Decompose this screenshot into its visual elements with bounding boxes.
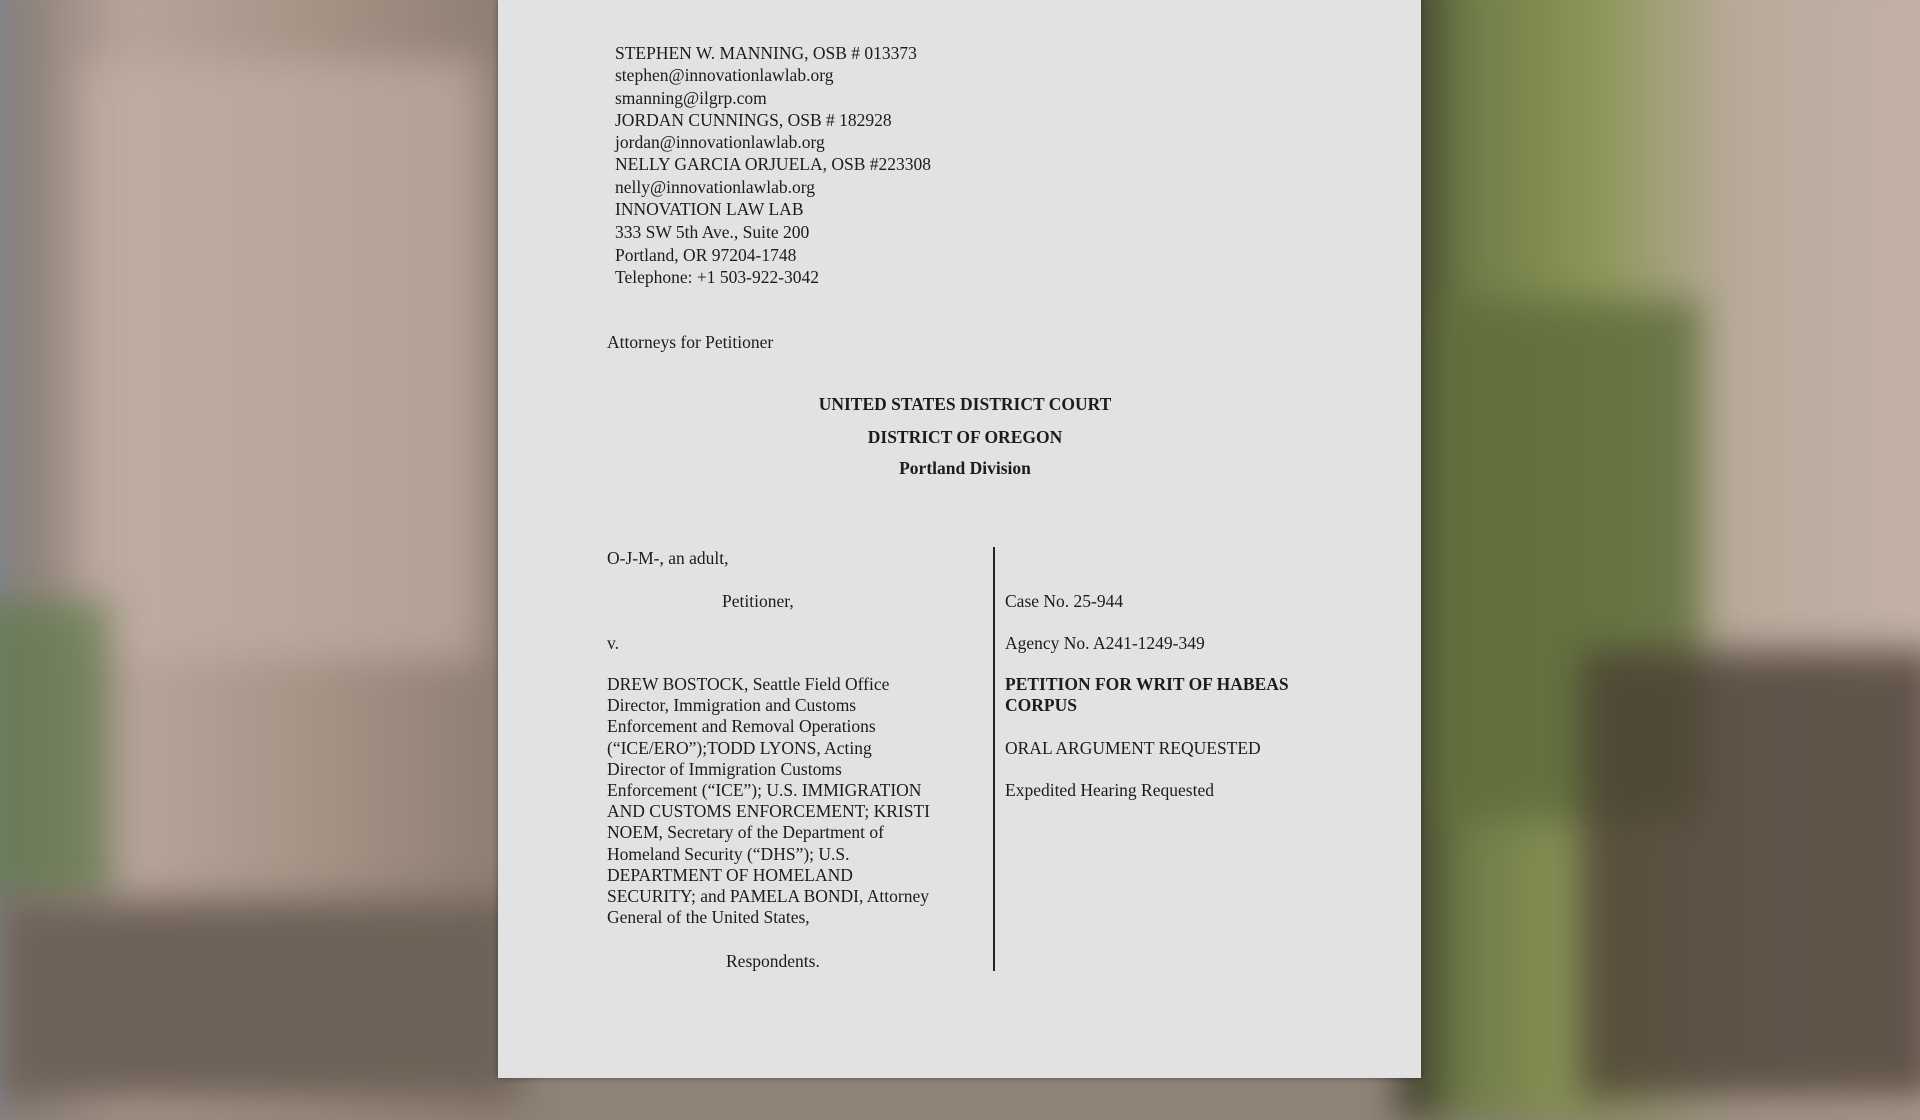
respondent-line: (“ICE/ERO”);TODD LYONS, Acting <box>607 737 872 758</box>
counsel-city: Portland, OR 97204-1748 <box>615 245 797 265</box>
petition-title-line: PETITION FOR WRIT OF HABEAS <box>1005 674 1289 694</box>
caption-divider <box>993 547 995 971</box>
counsel-role: Attorneys for Petitioner <box>607 332 774 352</box>
counsel-email: smanning@ilgrp.com <box>615 88 767 108</box>
court-document <box>498 0 1421 1078</box>
respondents-list <box>607 674 930 928</box>
counsel-email: nelly@innovationlawlab.org <box>615 177 815 197</box>
counsel-email: stephen@innovationlawlab.org <box>615 65 834 85</box>
respondent-line: Director, Immigration and Customs <box>607 695 857 716</box>
case-number: Case No. 25-944 <box>1005 591 1124 611</box>
respondent-line: General of the United States, <box>607 907 810 928</box>
counsel-email: jordan@innovationlawlab.org <box>615 132 825 152</box>
versus: v. <box>607 633 619 653</box>
agency-number: Agency No. A241-1249-349 <box>1005 633 1205 653</box>
oral-argument: ORAL ARGUMENT REQUESTED <box>1005 738 1261 758</box>
petitioner-name: O-J-M-, an adult, <box>607 548 729 568</box>
respondent-line: DREW BOSTOCK, Seattle Field Office <box>607 674 890 694</box>
respondent-line: DEPARTMENT OF HOMELAND <box>607 864 853 885</box>
respondent-line: SECURITY; and PAMELA BONDI, Attorney <box>607 886 929 907</box>
petitioner-label: Petitioner, <box>722 591 794 611</box>
petition-title-line: CORPUS <box>1005 695 1077 716</box>
counsel-phone: Telephone: +1 503-922-3042 <box>615 267 820 287</box>
court-name: UNITED STATES DISTRICT COURT <box>818 394 1112 414</box>
counsel-line: JORDAN CUNNINGS, OSB # 182928 <box>615 110 892 130</box>
respondent-line: Homeland Security (“DHS”); U.S. <box>607 843 850 864</box>
court-district: DISTRICT OF OREGON <box>867 427 1063 447</box>
respondent-line: Enforcement (“ICE”); U.S. IMMIGRATION <box>607 780 922 801</box>
respondent-line: Director of Immigration Customs <box>607 758 842 779</box>
respondent-line: Enforcement and Removal Operations <box>607 716 876 737</box>
court-division: Portland Division <box>899 458 1031 478</box>
counsel-org: INNOVATION LAW LAB <box>615 199 804 219</box>
counsel-line: NELLY GARCIA ORJUELA, OSB #223308 <box>615 154 932 174</box>
respondent-line: AND CUSTOMS ENFORCEMENT; KRISTI <box>607 801 930 822</box>
expedited-hearing: Expedited Hearing Requested <box>1005 780 1214 800</box>
respondents-label: Respondents. <box>726 951 820 971</box>
counsel-line: STEPHEN W. MANNING, OSB # 013373 <box>615 43 917 63</box>
respondent-line: NOEM, Secretary of the Department of <box>607 822 884 843</box>
petition-title <box>1005 674 1289 716</box>
counsel-address: 333 SW 5th Ave., Suite 200 <box>615 222 810 242</box>
